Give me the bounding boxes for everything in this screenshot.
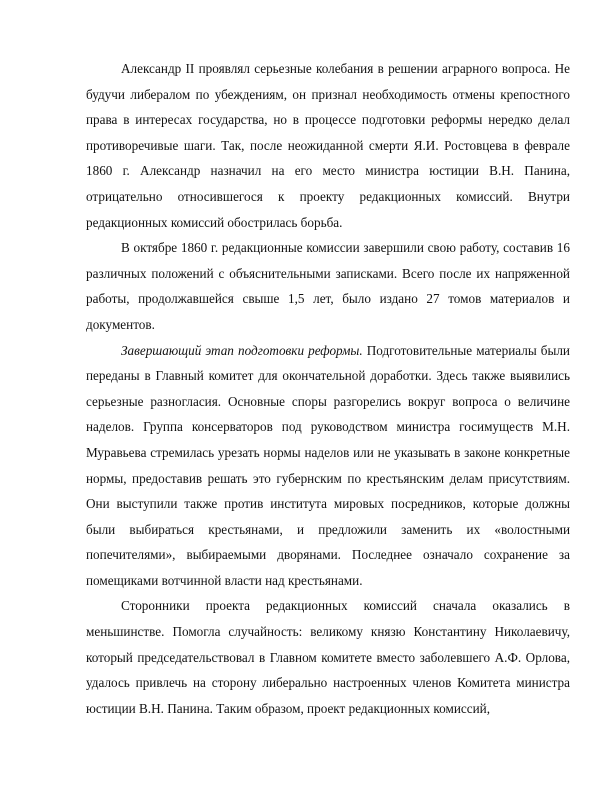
paragraph-1-text: Александр II проявлял серьезные колебания в решении аграрного вопроса. Не будучи либералом по убеждениям, он признал необходимость отмены крепостного права в интересах государства, но в процессе подготовки реформы нередко делал противоречивые шаги. Так, после неожиданной смерти Я.И. Ростовцева в феврале 1860 г. Александр назначил на его место министра юстиции В.Н. Панина, отрицательно относившегося к проекту редакционных комиссий. Внутри редакционных комиссий обострилась борьба. <box>86 61 570 230</box>
paragraph-1 <box>86 56 570 235</box>
paragraph-4 <box>86 593 570 721</box>
body-text <box>86 56 570 721</box>
paragraph-2-text: В октябре 1860 г. редакционные комиссии завершили свою работу, составив 16 различных положений с объяснительными записками. Всего после их напряженной работы, продолжавшейся свыше 1,5 лет, было издано 27 томов материалов и документов. <box>86 240 570 332</box>
paragraph-4-text: Сторонники проекта редакционных комиссий сначала оказались в меньшинстве. Помогла случайность: великому князю Константину Николаевичу, который председательствовал в Главном комитете вместо заболевшего А.Ф. Орлова, удалось привлечь на сторону либерально настроенных членов Комитета министра юстиции В.Н. Панина. Таким образом, проект редакционных комиссий, <box>86 598 570 716</box>
paragraph-2 <box>86 235 570 337</box>
paragraph-3-text: Подготовительные материалы были переданы в Главный комитет для окончательной доработки. Здесь также выявились серьезные разногласия. Основные споры разгорелись вокруг вопроса о величине наделов. Группа консерваторов под руководством министра госимуществ М.Н. Муравьева стремилась урезать нормы наделов или не указывать в законе конкретные нормы, предоставив решать это губернским по крестьянским делам присутствиям. Они выступили также против института мировых посредников, которые должны были выбираться крестьянами, и предложили заменить их «волостными попечителями», выбираемыми дворянами. Последнее означало сохранение за помещиками вотчинной власти над крестьянами. <box>86 342 570 588</box>
paragraph-3-italic-lead: Завершающий этап подготовки реформы. <box>121 342 363 358</box>
paragraph-3 <box>86 338 570 594</box>
